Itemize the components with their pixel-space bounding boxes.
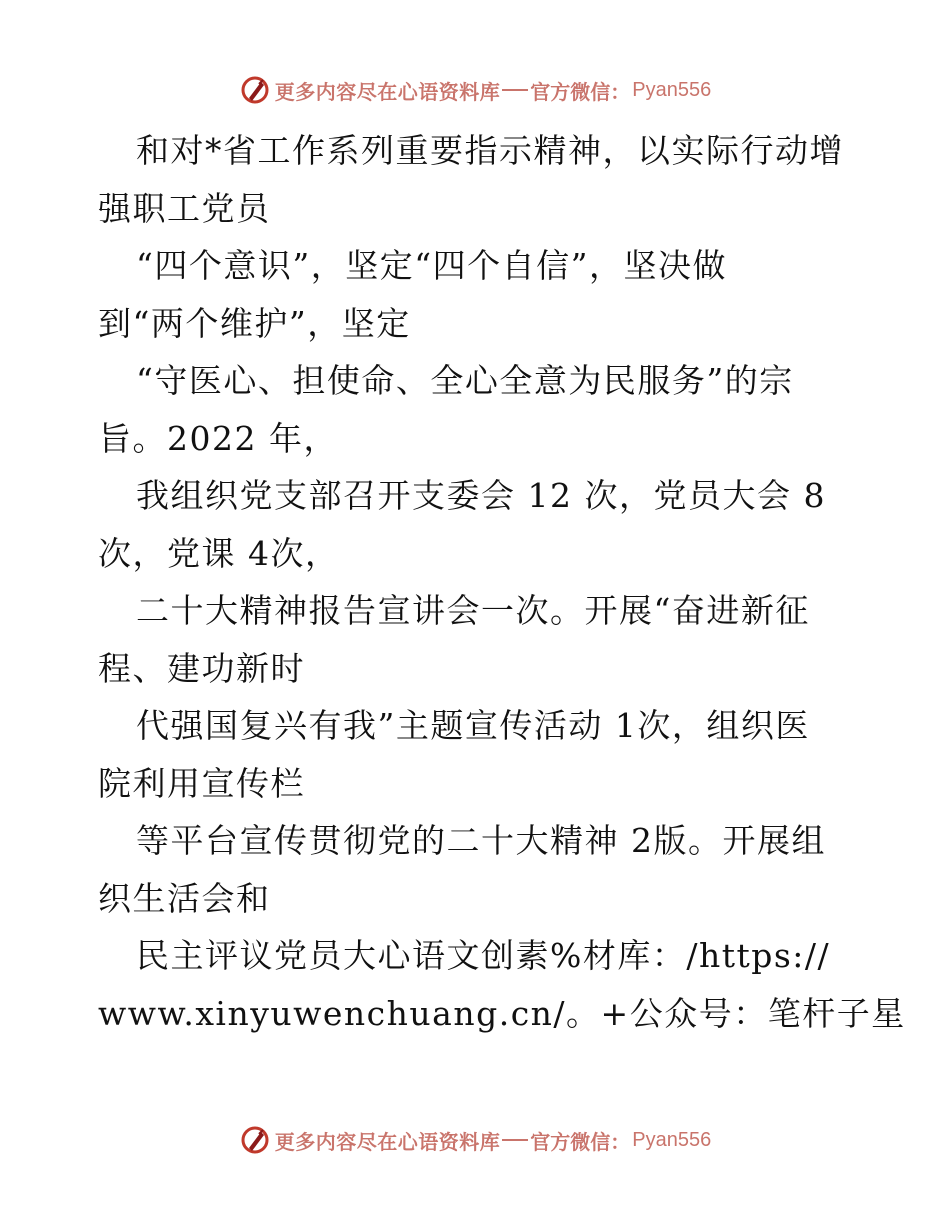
- banner-wechat-id: Pyan556: [632, 1128, 712, 1151]
- body-line: 到“两个维护”，坚定: [98, 303, 411, 343]
- body-line: 院利用宣传栏: [98, 763, 305, 803]
- body-line: 民主评议党员大心语文创素%材库：/https://: [136, 936, 831, 975]
- body-line: 和对*省工作系列重要指示精神，以实际行动增: [136, 131, 844, 170]
- pen-nib-logo-icon: [239, 1124, 271, 1156]
- body-line: “守医心、担使命、全心全意为民服务”的宗: [136, 361, 794, 400]
- body-line: 等平台宣传贯彻党的二十大精神 2版。开展组: [136, 821, 826, 860]
- banner-wechat-id: Pyan556: [632, 78, 712, 101]
- header-banner: [0, 70, 950, 110]
- body-line: 旨。2022 年，: [98, 418, 338, 458]
- banner-wechat-label: 官方微信：: [530, 79, 631, 104]
- body-line: 次，党课 4次，: [98, 533, 340, 573]
- body-line: 代强国复兴有我”主题宣传活动 1次，组织医: [136, 706, 810, 745]
- banner-wechat-label: 官方微信：: [530, 1129, 631, 1154]
- body-line: 程、建功新时: [98, 648, 305, 688]
- banner-divider: [502, 1139, 528, 1141]
- banner-divider: [502, 89, 528, 91]
- document-body: [98, 122, 906, 1042]
- pen-nib-logo-icon: [239, 74, 271, 106]
- body-line: 织生活会和: [98, 878, 271, 918]
- body-line: “四个意识”，坚定“四个自信”，坚决做: [136, 246, 727, 285]
- body-line: 我组织党支部召开支委会 12 次，党员大会 8: [136, 476, 826, 515]
- body-line: 强职工党员: [98, 188, 271, 228]
- banner-slogan: 更多内容尽在心语资料库: [274, 79, 501, 104]
- footer-banner: [0, 1120, 950, 1160]
- banner-slogan: 更多内容尽在心语资料库: [274, 1129, 501, 1154]
- body-line: 二十大精神报告宣讲会一次。开展“奋进新征: [136, 591, 810, 630]
- body-line: www.xinyuwenchuang.cn/。+公众号：笔杆子星: [98, 993, 906, 1033]
